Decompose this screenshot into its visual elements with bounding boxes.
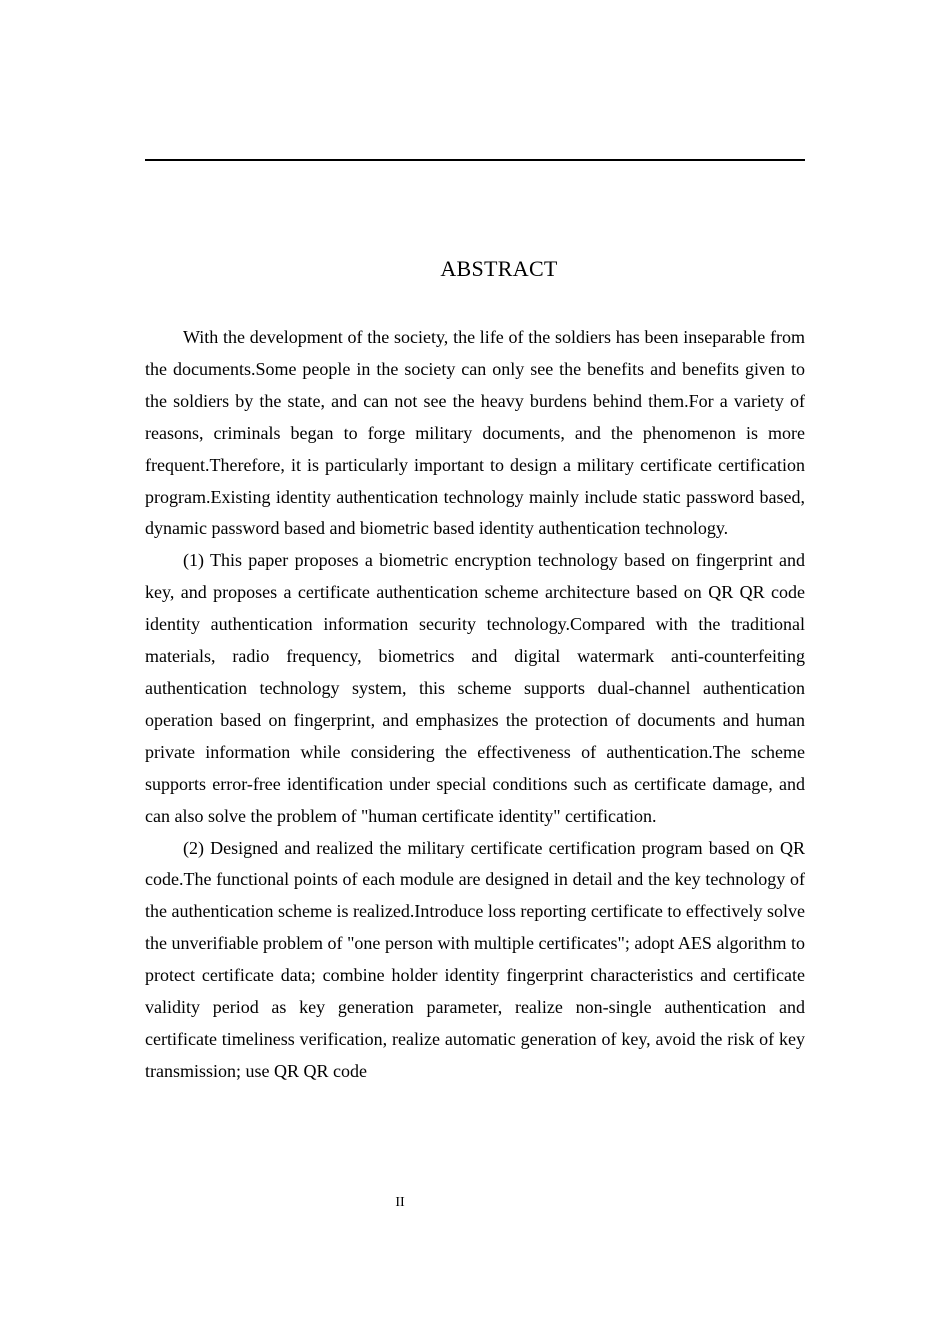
page-number: II: [395, 1195, 405, 1210]
abstract-paragraph-3: (2) Designed and realized the military certificate certification program based on QR code.The functional points of each module are designed in detail and the key technology of the authentication scheme is realized.Introduce loss reporting certificate to effectively solve the unverifiable problem of "one person with multiple certificates"; adopt AES algorithm to protect certificate data; combine holder identity fingerprint characteristics and certificate validity period as key generation parameter, realize non-single authentication and certificate timeliness verification, realize automatic generation of key, avoid the risk of key transmission; use QR QR code: [145, 837, 805, 1081]
abstract-title: ABSTRACT: [440, 256, 558, 281]
abstract-paragraph-2: (1) This paper proposes a biometric encryption technology based on fingerprint and key, and proposes a certificate authentication scheme architecture based on QR QR code identity authentication information security technology.Compared with the traditional materials, radio frequency, biometrics and digital watermark anti-counterfeiting authentication technology system, this scheme supports dual-channel authentication operation based on fingerprint, and emphasizes the protection of documents and human private information while considering the effectiveness of authentication.The scheme supports error-free identification under special conditions such as certificate damage, and can also solve the problem of "human certificate identity" certification.: [145, 550, 805, 826]
abstract-body: [145, 322, 805, 1088]
abstract-paragraph-1: With the development of the society, the life of the soldiers has been inseparable from the documents.Some people in the society can only see the benefits and benefits given to the soldiers by the state, and can not see the heavy burdens behind them.For a variety of reasons, criminals began to forge military documents, and the phenomenon is more frequent.Therefore, it is particularly important to design a military certificate certification program.Existing identity authentication technology mainly include static password based, dynamic password based and biometric based identity authentication technology.: [145, 327, 805, 539]
header-rule: [145, 159, 805, 161]
